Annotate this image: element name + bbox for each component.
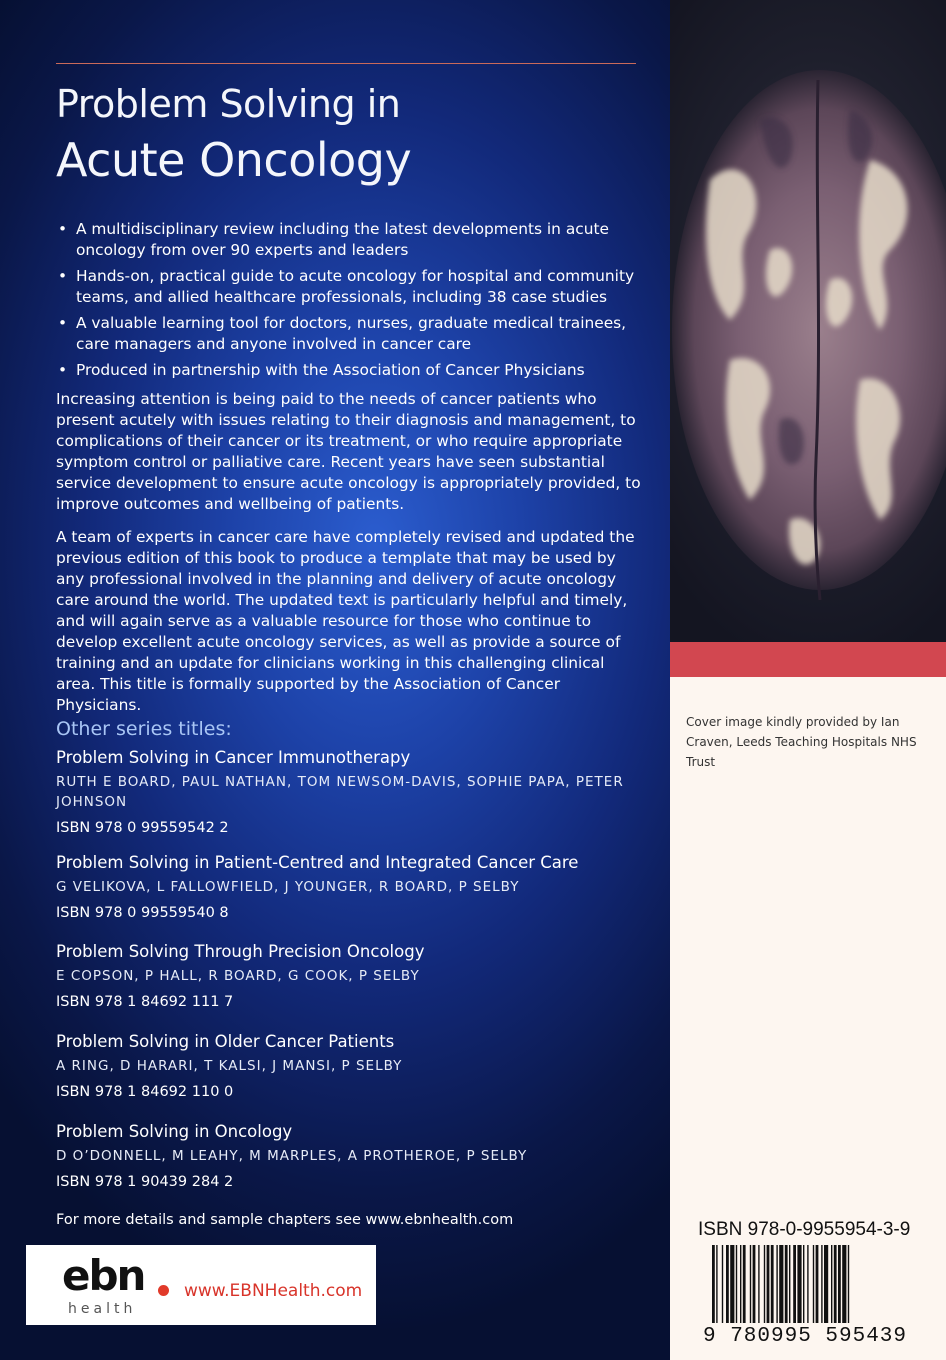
barcode-bar xyxy=(722,1245,723,1329)
barcode-bar xyxy=(758,1245,759,1329)
series-entry xyxy=(56,852,646,923)
series-title: Problem Solving in Older Cancer Patients xyxy=(56,1032,395,1051)
feature-bullet: • A multidisciplinary review including the latest developments in acute oncology from over 90 experts and leaders xyxy=(56,219,646,261)
barcode-bar xyxy=(824,1245,828,1329)
barcode-isbn-label: ISBN 978-0-9955954-3-9 xyxy=(698,1219,911,1240)
logo-dot-icon xyxy=(158,1285,169,1296)
accent-band xyxy=(670,642,946,677)
book-title-line-1: Problem Solving in xyxy=(56,82,401,126)
series-isbn: ISBN 978 0 99559540 8 xyxy=(56,905,229,921)
feature-bullet: • A valuable learning tool for doctors, nurses, graduate medical trainees, care managers and anyone involved in cancer care xyxy=(56,313,646,355)
barcode-bar xyxy=(834,1245,837,1329)
series-authors: D O’DONNELL, M LEAHY, M MARPLES, A PROTHEROE, P SELBY xyxy=(56,1148,528,1164)
publisher-url[interactable]: www.EBNHealth.com xyxy=(184,1281,363,1301)
series-authors: G VELIKOVA, L FALLOWFIELD, J YOUNGER, R BOARD, P SELBY xyxy=(56,879,520,895)
series-entry xyxy=(56,1121,646,1192)
series-isbn: ISBN 978 1 84692 111 7 xyxy=(56,994,234,1010)
series-title: Problem Solving in Patient-Centred and Integrated Cancer Care xyxy=(56,853,579,872)
series-entry xyxy=(56,941,646,1012)
barcode-bars xyxy=(712,1245,849,1329)
barcode-bar xyxy=(750,1245,751,1329)
ebn-health-logo xyxy=(26,1245,376,1325)
barcode-bar xyxy=(793,1245,796,1329)
series-title: Problem Solving Through Precision Oncology xyxy=(56,942,425,961)
feature-bullet-list xyxy=(56,219,646,386)
barcode-bar xyxy=(831,1245,832,1329)
cover-image-credit: Cover image kindly provided by Ian Craven, Leeds Teaching Hospitals NHS Trust xyxy=(686,715,917,769)
series-entry xyxy=(56,1031,646,1102)
description-paragraph-2: A team of experts in cancer care have completely revised and updated the previous edition of this book to produce a template that may be used by any professional involved in the planning and delivery of acute oncology care around the world. The updated text is particularly helpful and timely, and will again serve as a valuable resource for those who continue to develop excellent acute oncology services, as well as provide a source of training and an update for clinicians working in this challenging clinical area. This title is formally supported by the Association of Cancer Physicians. xyxy=(56,528,635,714)
barcode-bar xyxy=(743,1245,746,1329)
barcode-bar xyxy=(842,1245,846,1329)
book-title-line-2: Acute Oncology xyxy=(56,133,412,187)
barcode-bar xyxy=(816,1245,819,1329)
barcode-bar xyxy=(797,1245,801,1329)
brain-scan-image xyxy=(670,0,946,642)
barcode-bar xyxy=(803,1245,804,1329)
series-title: Problem Solving in Oncology xyxy=(56,1122,293,1141)
barcode-bar xyxy=(785,1245,788,1329)
barcode-bar xyxy=(736,1245,737,1329)
barcode-bar xyxy=(776,1245,777,1329)
logo-subtext: health xyxy=(68,1301,137,1317)
isbn-barcode xyxy=(694,1245,916,1345)
barcode-bar xyxy=(821,1245,822,1329)
barcode-bar xyxy=(813,1245,814,1329)
series-authors: RUTH E BOARD, PAUL NATHAN, TOM NEWSOM-DAVIS, SOPHIE PAPA, PETER JOHNSON xyxy=(56,774,624,810)
barcode-bar xyxy=(789,1245,790,1329)
spine-side-panel xyxy=(670,0,946,1360)
series-entry xyxy=(56,747,646,838)
barcode-bar xyxy=(779,1245,783,1329)
top-rule xyxy=(56,63,636,64)
logo-wordmark: ebn xyxy=(62,1251,145,1300)
barcode-bar xyxy=(716,1245,717,1329)
brain-mri-picture xyxy=(670,0,946,642)
barcode-bar xyxy=(740,1245,741,1329)
series-isbn: ISBN 978 1 90439 284 2 xyxy=(56,1174,234,1190)
series-isbn: ISBN 978 0 99559542 2 xyxy=(56,820,229,836)
series-title: Problem Solving in Cancer Immunotherapy xyxy=(56,748,411,767)
barcode-bar xyxy=(764,1245,765,1329)
barcode-bar xyxy=(838,1245,841,1329)
barcode-bar xyxy=(712,1245,715,1329)
series-isbn: ISBN 978 1 84692 110 0 xyxy=(56,1084,234,1100)
barcode-bar xyxy=(767,1245,770,1329)
barcode-bar xyxy=(848,1245,849,1329)
more-details-text: For more details and sample chapters see www.ebnhealth.com xyxy=(56,1212,514,1228)
barcode-bar xyxy=(753,1245,756,1329)
description-paragraph-1: Increasing attention is being paid to the needs of cancer patients who present acutely with issues relating to their diagnosis and management, to complications of their cancer or its treatment, or who require appropriate symptom control or palliative care. Recent years have seen substantial service development to ensure acute oncology is appropriately provided, to improve outcomes and wellbeing of patients. xyxy=(56,390,641,513)
feature-bullet: • Produced in partnership with the Association of Cancer Physicians xyxy=(56,360,646,381)
barcode-bar xyxy=(730,1245,734,1329)
series-authors: E COPSON, P HALL, R BOARD, G COOK, P SELBY xyxy=(56,968,420,984)
barcode-bar xyxy=(726,1245,729,1329)
feature-bullet: • Hands-on, practical guide to acute oncology for hospital and community teams, and allied healthcare professionals, including 38 case studies xyxy=(56,266,646,308)
barcode-digits: 9 780995 595439 xyxy=(702,1325,908,1345)
barcode-bar xyxy=(771,1245,774,1329)
barcode-bar xyxy=(807,1245,808,1329)
series-authors: A RING, D HARARI, T KALSI, J MANSI, P SELBY xyxy=(56,1058,403,1074)
series-heading: Other series titles: xyxy=(56,718,232,740)
